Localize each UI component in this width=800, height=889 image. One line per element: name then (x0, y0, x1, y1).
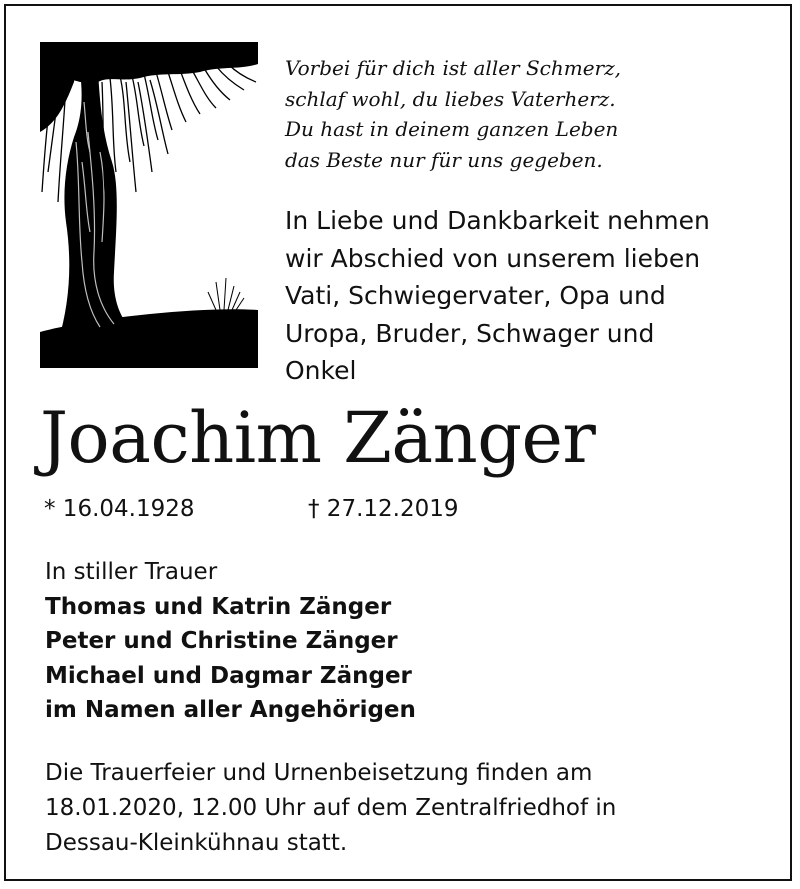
deceased-name: Joachim Zänger (40, 397, 596, 479)
death-date: † 27.12.2019 (308, 496, 459, 522)
funeral-line: 18.01.2020, 12.00 Uhr auf dem Zentralfriedhof in (45, 795, 617, 821)
mourner-family: Thomas und Katrin Zänger (45, 593, 392, 620)
birth-date: * 16.04.1928 (44, 496, 195, 522)
poem-line: Vorbei für dich ist aller Schmerz, (285, 56, 622, 80)
funeral-line: Dessau-Kleinkühnau statt. (45, 830, 348, 856)
mourners (45, 555, 745, 728)
farewell-line: Onkel (285, 356, 357, 385)
farewell-line: Vati, Schwiegervater, Opa und (285, 281, 666, 310)
mourner-family: Michael und Dagmar Zänger (45, 662, 412, 689)
mourners-heading: In stiller Trauer (45, 559, 218, 585)
farewell-line: Uropa, Bruder, Schwager und (285, 318, 655, 348)
farewell-line: In Liebe und Dankbarkeit nehmen (285, 206, 710, 235)
mourner-family: im Namen aller Angehörigen (45, 697, 416, 723)
mourner-family: Peter und Christine Zänger (45, 628, 398, 654)
poem-line: das Beste nur für uns gegeben. (285, 147, 603, 172)
farewell-text (285, 202, 775, 390)
funeral-notice (45, 756, 765, 861)
farewell-line: wir Abschied von unserem lieben (285, 243, 701, 273)
funeral-line: Die Trauerfeier und Urnenbeisetzung finden am (45, 760, 593, 786)
willow-tree-icon (40, 42, 258, 368)
poem-line: schlaf wohl, du liebes Vaterherz. (285, 86, 616, 111)
poem-line: Du hast in deinem ganzen Leben (285, 117, 619, 141)
poem (285, 53, 765, 175)
